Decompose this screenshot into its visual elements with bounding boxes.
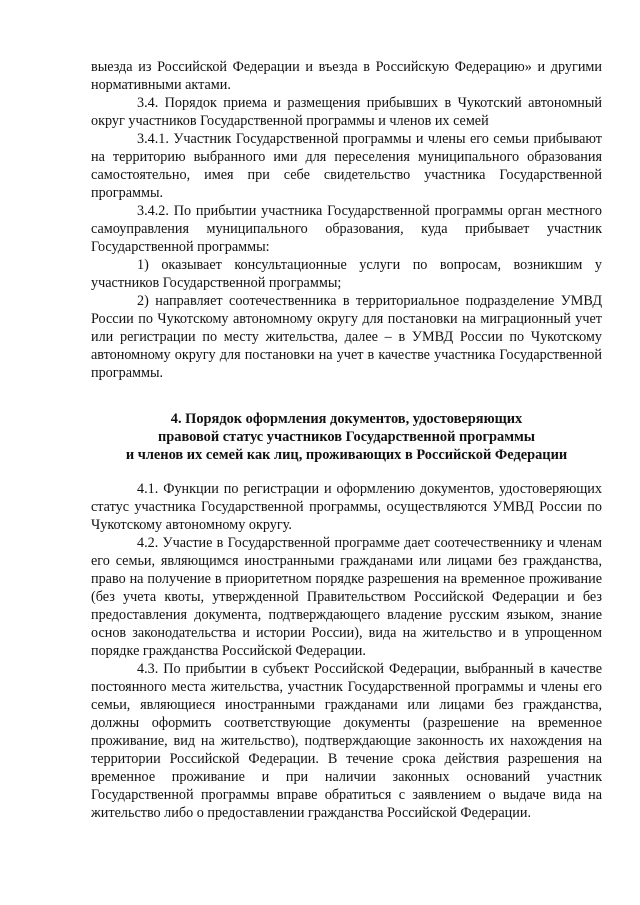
section-4-heading <box>91 410 602 464</box>
paragraph-4-1: 4.1. Функции по регистрации и оформлению документов, удостоверяющих статус участника Государственной программы, осуществляются УМВД России по Чукотскому автономному округу. <box>91 481 602 533</box>
heading-line-3: и членов их семей как лиц, проживающих в Российской Федерации <box>125 447 568 463</box>
heading-line-1: 4. Порядок оформления документов, удостоверяющих <box>170 411 523 427</box>
paragraph-3-4: 3.4. Порядок приема и размещения прибывших в Чукотский автономный округ участников Государственной программы и членов их семей <box>91 95 602 129</box>
list-item-2: 2) направляет соотечественника в территориальное подразделение УМВД России по Чукотскому автономному округу для постановки на миграционный учет или регистрации по месту жительства, далее – в УМВД России по Чукотскому автономному округу для постановки на учет в качестве участника Государственной программы. <box>91 293 602 381</box>
paragraph-4-2: 4.2. Участие в Государственной программе дает соотечественнику и членам его семьи, являющимся иностранными гражданами или лицами без гражданства, право на получение в приоритетном порядке разрешения на временное проживание (без учета квоты, утвержденной Правительством Российской Федерации и без предоставления документа, подтверждающего владение русским языком, знание основ законодательства и истории России), вида на жительство и в упрощенном порядке гражданства Российской Федерации. <box>91 535 602 659</box>
paragraph-3-4-2: 3.4.2. По прибытии участника Государственной программы орган местного самоуправления муниципального образования, куда прибывает участник Государственной программы: <box>91 203 602 255</box>
heading-line-2: правовой статус участников Государственной программы <box>157 429 536 445</box>
paragraph-continuation: выезда из Российской Федерации и въезда в Российскую Федерацию» и другими нормативными актами. <box>91 59 602 93</box>
paragraph-3-4-1: 3.4.1. Участник Государственной программы и члены его семьи прибывают на территорию выбранного ими для переселения муниципального образования самостоятельно, имея при себе свидетельство участника Государственной программы. <box>91 131 602 201</box>
paragraph-4-3: 4.3. По прибытии в субъект Российской Федерации, выбранный в качестве постоянного места жительства, участник Государственной программы и члены его семьи, являющиеся иностранными гражданами или лицами без гражданства, должны оформить соответствующие документы (разрешение на временное проживание, вид на жительство), подтверждающие законность их нахождения на территории Российской Федерации. В течение срока действия разрешения на временное проживание и при наличии законных оснований участник Государственной программы вправе обратиться с заявлением о выдаче вида на жительство либо о предоставлении гражданства Российской Федерации. <box>91 661 602 821</box>
list-item-1: 1) оказывает консультационные услуги по вопросам, возникшим у участников Государственной программы; <box>91 257 602 291</box>
